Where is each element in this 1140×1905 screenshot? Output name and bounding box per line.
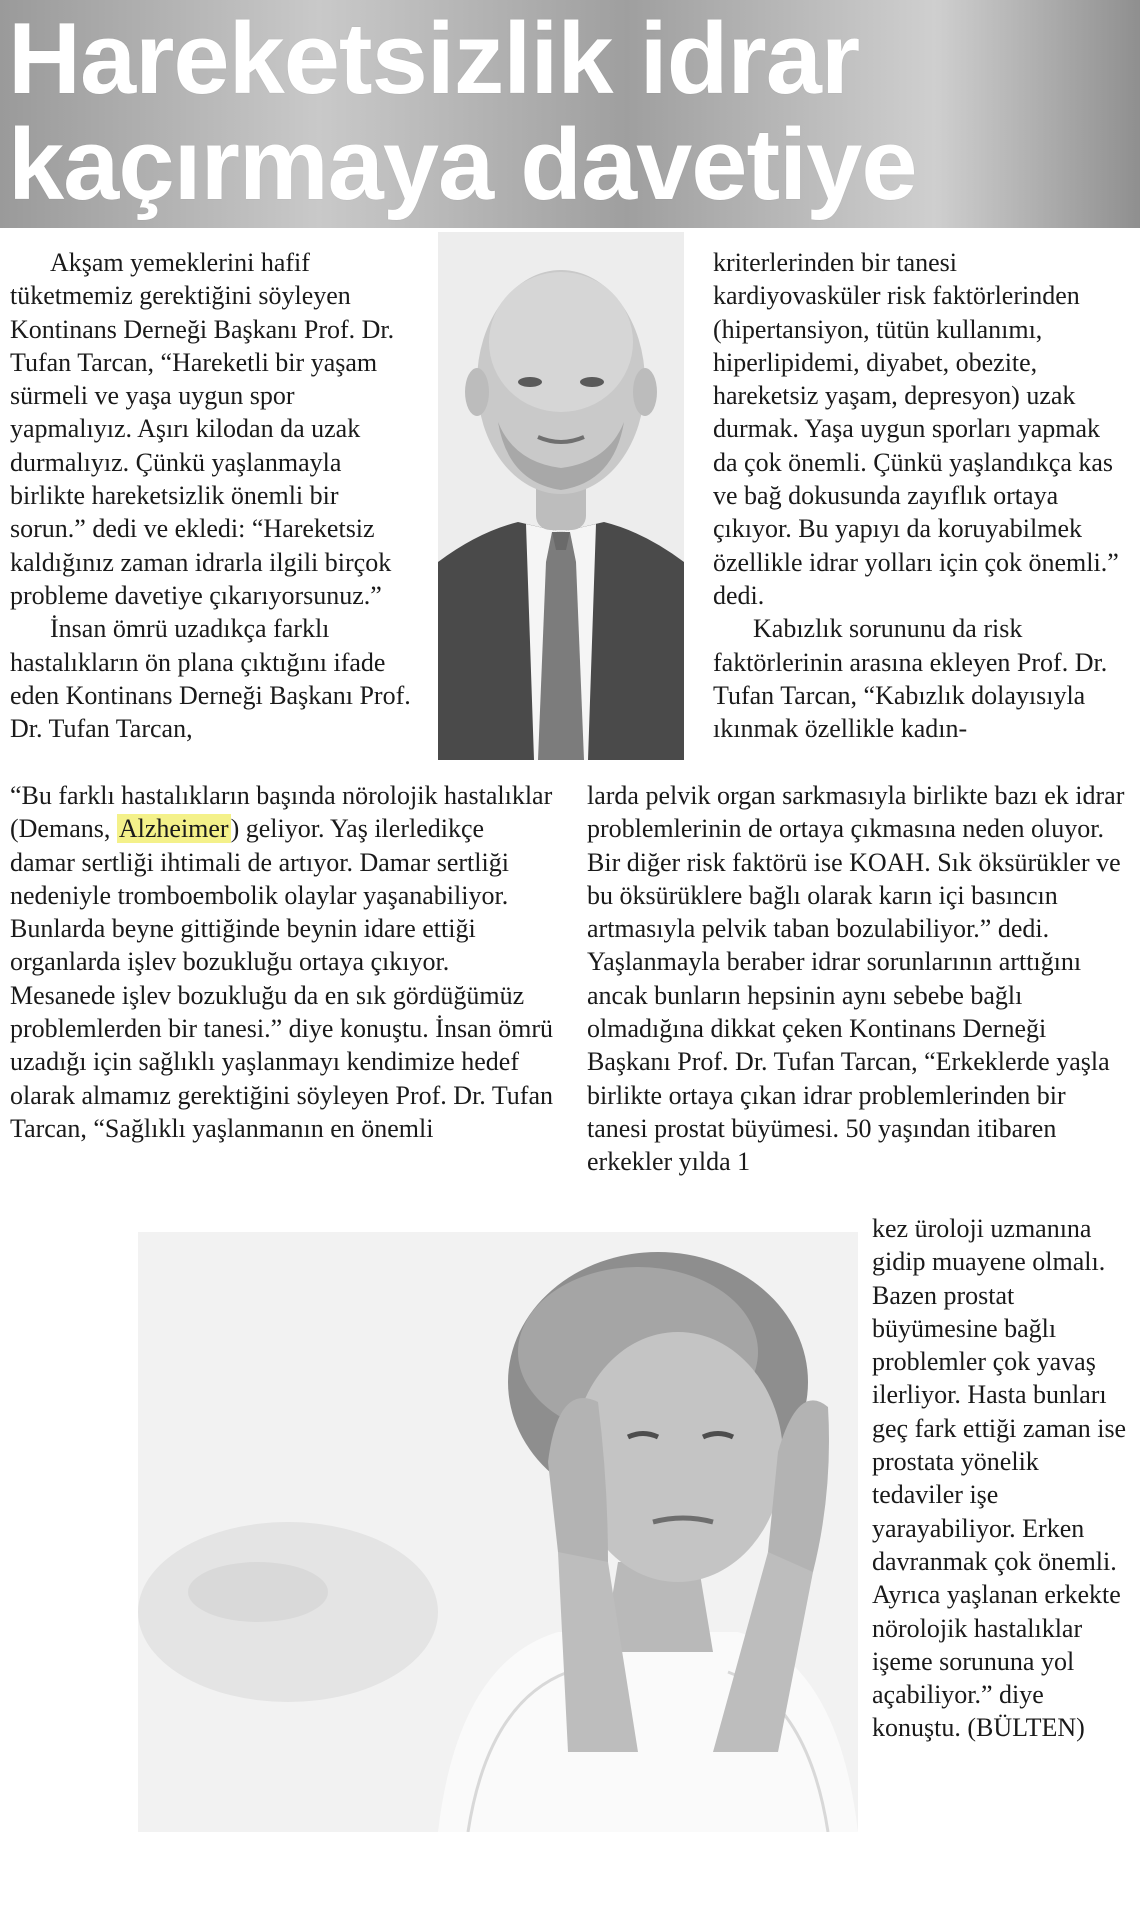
article-column-right-narrow (872, 1212, 1134, 1745)
text-run: ) geliyor. Yaş ilerledikçe damar sertliği ihtimali de artıyor. Damar sertliği nedeniyle tromboembolik olaylar yaşanabiliyor. Bunlarda beyne gittiğinde beynin idare ettiği organlarda işlev bozukluğu ortaya çıkıyor. Mesanede işlev bozukluğu da en sık gördüğümüz problemlerden bir tanesi.” diye konuştu. İnsan ömrü uzadığı için sağlıklı yaşlanmayı kendimize hedef olarak almamız gerektiğini söyleyen Prof. Dr. Tufan Tarcan, “Sağlıklı yaşlanmanın en önemli (10, 814, 554, 1143)
article-column-left-wide (10, 779, 555, 1145)
article-paragraph: İnsan ömrü uzadıkça farklı hastalıkların ön plana çıktığını ifade eden Kontinans Derneği Başkanı Prof. Dr. Tufan Tarcan, (10, 614, 411, 744)
headline-line-1: Hareketsizlik idrar (8, 3, 860, 115)
portrait-photo (438, 232, 684, 760)
article-paragraph: kez üroloji uzmanına gidip muayene olmalı. Bazen prostat büyümesine bağlı problemler çok yavaş ilerliyor. Hasta bunları geç fark ettiği zaman ise prostata yönelik tedaviler işe yarayabiliyor. Erken davranmak çok önemli. Ayrıca yaşlanan erkekte nörolojik hastalıklar işeme sorununa yol açabiliyor.” diye konuştu. (BÜLTEN) (872, 1214, 1127, 1743)
article-paragraph: larda pelvik organ sarkmasıyla birlikte bazı ek idrar problemlerinin de ortaya çıkmasına neden oluyor. Bir diğer risk faktörü ise KOAH. Sık öksürükler ve bu öksürüklere bağlı olarak karın içi basıncın artmasıyla pelvik taban bozulabiliyor.” dedi. Yaşlanmayla beraber idrar sorunlarının arttığını ancak bunların hepsinin aynı sebebe bağlı olmadığına dikkat çeken Kontinans Derneği Başkanı Prof. Dr. Tufan Tarcan, “Erkeklerde yaşla birlikte ortaya çıkan idrar problemlerinden bir tanesi prostat büyümesi. 50 yaşından itibaren erkekler yılda 1 (587, 781, 1125, 1177)
text-run: “Bu farklı hastalıkların başında nörolojik hastalıklar (Demans, (10, 781, 553, 844)
article-paragraph (10, 779, 555, 1145)
article-column-left (10, 246, 420, 745)
article-paragraph: Akşam yemeklerini hafif tüketmemiz gerektiğini söyleyen Kontinans Derneği Başkanı Prof. Dr. Tufan Tarcan, “Hareketli bir yaşam sürmeli ve yaşa uygun spor yapmalıyız. Aşırı kilodan da uzak durmalıyız. Çünkü yaşlanmayla birlikte hareketsizlik önemli bir sorun.” dedi ve ekledi: “Hareketsiz kaldığınız zaman idrarla ilgili birçok probleme davetiye çıkarıyorsunuz.” (10, 248, 395, 610)
article-paragraph: kriterlerinden bir tanesi kardiyovasküler risk faktörlerinden (hipertansiyon, tütün kullanımı, hiperlipidemi, diyabet, obezite, hareketsiz yaşam, depresyon) uzak durmak. Yaşa uygun sporları yapmak da çok önemli. Çünkü yaşlandıkça kas ve bağ dokusunda zayıflık ortaya çıkıyor. Bu yapıyı da koruyabilmek özellikle idrar yolları için çok önemli.” dedi. (713, 248, 1119, 610)
article-column-right-wide (587, 779, 1127, 1179)
headline (8, 3, 1132, 221)
article-paragraph: Kabızlık sorununu da risk faktörlerinin arasına ekleyen Prof. Dr. Tufan Tarcan, “Kabızlık dolayısıyla ıkınmak özellikle kadın- (713, 614, 1108, 744)
headline-line-2: kaçırmaya davetiye (8, 109, 917, 221)
elderly-woman-photo (138, 1232, 858, 1832)
highlighted-term: Alzheimer (118, 814, 229, 844)
article-column-right (713, 246, 1128, 745)
